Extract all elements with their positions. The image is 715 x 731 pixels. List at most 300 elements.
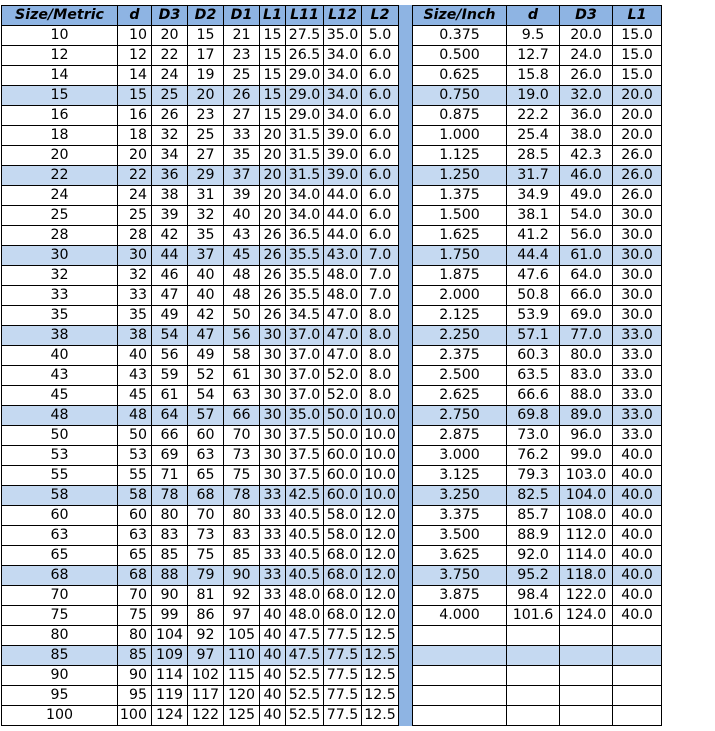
- table-cell: 44.0: [324, 206, 362, 226]
- table-cell: 15: [188, 26, 224, 46]
- table-row: [413, 266, 662, 286]
- table-cell: 52.0: [324, 366, 362, 386]
- table-cell: [413, 646, 507, 666]
- table-cell: 15: [260, 106, 286, 126]
- table-cell: 35.5: [286, 246, 324, 266]
- table-cell: 83.0: [560, 366, 613, 386]
- table-cell: 15: [260, 66, 286, 86]
- table-cell: 40: [260, 686, 286, 706]
- table-cell: 30: [2, 246, 118, 266]
- table-cell: 68: [118, 566, 152, 586]
- table-cell: 32: [2, 266, 118, 286]
- table-cell: 73: [188, 526, 224, 546]
- table-cell: 33.0: [613, 366, 662, 386]
- table-cell: 60.0: [324, 466, 362, 486]
- table-row: [2, 606, 399, 626]
- table-row: [2, 386, 399, 406]
- table-cell: 41.2: [507, 226, 560, 246]
- table-cell: 37.5: [286, 466, 324, 486]
- table-cell: 50.8: [507, 286, 560, 306]
- table-cell: 18: [118, 126, 152, 146]
- table-cell: 78: [152, 486, 188, 506]
- table-row: [413, 626, 662, 646]
- table-cell: 12.0: [362, 506, 399, 526]
- table-cell: 10.0: [362, 446, 399, 466]
- table-cell: 73: [224, 446, 260, 466]
- table-cell: 65: [188, 466, 224, 486]
- table-cell: 68.0: [324, 586, 362, 606]
- table-row: [2, 506, 399, 526]
- table-cell: 95: [2, 686, 118, 706]
- table-cell: [560, 706, 613, 726]
- table-cell: 20: [260, 206, 286, 226]
- table-row: [413, 46, 662, 66]
- table-row: [413, 126, 662, 146]
- table-cell: 24: [2, 186, 118, 206]
- table-cell: 77.5: [324, 646, 362, 666]
- table-cell: 20: [152, 26, 188, 46]
- table-row: [2, 246, 399, 266]
- table-cell: 20: [260, 166, 286, 186]
- table-cell: 15: [2, 86, 118, 106]
- table-cell: 122.0: [560, 586, 613, 606]
- table-cell: 68.0: [324, 546, 362, 566]
- table-cell: 58: [2, 486, 118, 506]
- table-cell: 83: [152, 526, 188, 546]
- table-cell: 76.2: [507, 446, 560, 466]
- table-cell: 24.0: [560, 46, 613, 66]
- table-cell: 20: [260, 126, 286, 146]
- table-cell: 35.5: [286, 286, 324, 306]
- table-row: [413, 206, 662, 226]
- table-cell: 75: [224, 466, 260, 486]
- table-cell: 35: [224, 146, 260, 166]
- table-cell: 66: [152, 426, 188, 446]
- table-cell: 115: [224, 666, 260, 686]
- table-cell: 36.5: [286, 226, 324, 246]
- table-cell: 35.0: [324, 26, 362, 46]
- header-size-metric: Size/Metric: [2, 6, 118, 26]
- table-cell: 90: [2, 666, 118, 686]
- table-cell: 36.0: [560, 106, 613, 126]
- table-cell: 1.500: [413, 206, 507, 226]
- table-cell: 4.000: [413, 606, 507, 626]
- table-cell: 70: [118, 586, 152, 606]
- table-cell: 79: [188, 566, 224, 586]
- table-cell: 117: [188, 686, 224, 706]
- table-cell: 21: [224, 26, 260, 46]
- table-cell: 22: [118, 166, 152, 186]
- table-cell: 6.0: [362, 106, 399, 126]
- table-cell: 61.0: [560, 246, 613, 266]
- table-cell: 37.0: [286, 386, 324, 406]
- table-cell: 27: [224, 106, 260, 126]
- table-cell: 54: [152, 326, 188, 346]
- table-cell: 63: [224, 386, 260, 406]
- table-cell: 39: [152, 206, 188, 226]
- table-cell: 110: [224, 646, 260, 666]
- table-cell: 68.0: [324, 566, 362, 586]
- table-cell: 52.5: [286, 706, 324, 726]
- metric-table-body: [2, 26, 399, 726]
- table-cell: 35.5: [286, 266, 324, 286]
- table-cell: 33: [224, 126, 260, 146]
- table-cell: 40.0: [613, 586, 662, 606]
- header-d2: D2: [188, 6, 224, 26]
- table-cell: 3.500: [413, 526, 507, 546]
- table-cell: 36: [152, 166, 188, 186]
- table-cell: 22.2: [507, 106, 560, 126]
- table-cell: [413, 626, 507, 646]
- table-cell: 33: [260, 586, 286, 606]
- table-cell: 38: [118, 326, 152, 346]
- table-row: [2, 306, 399, 326]
- table-row: [2, 186, 399, 206]
- table-cell: 40: [188, 266, 224, 286]
- table-cell: 48.0: [286, 606, 324, 626]
- table-cell: 40.0: [613, 566, 662, 586]
- table-cell: 31.5: [286, 126, 324, 146]
- table-cell: 22: [2, 166, 118, 186]
- table-cell: 52.5: [286, 666, 324, 686]
- table-cell: 43: [2, 366, 118, 386]
- table-cell: 60: [118, 506, 152, 526]
- table-cell: 15: [260, 46, 286, 66]
- table-cell: 68: [2, 566, 118, 586]
- table-cell: 57.1: [507, 326, 560, 346]
- table-cell: 37.0: [286, 346, 324, 366]
- table-cell: 6.0: [362, 46, 399, 66]
- table-cell: [613, 646, 662, 666]
- table-row: [413, 226, 662, 246]
- table-cell: 37.5: [286, 426, 324, 446]
- table-cell: 34.0: [324, 86, 362, 106]
- table-row: [2, 366, 399, 386]
- table-cell: 33.0: [613, 386, 662, 406]
- header-inch-d3: D3: [560, 6, 613, 26]
- table-cell: 65: [2, 546, 118, 566]
- table-cell: 2.500: [413, 366, 507, 386]
- table-cell: 33: [260, 526, 286, 546]
- table-cell: 47.5: [286, 626, 324, 646]
- table-cell: 80: [224, 506, 260, 526]
- metric-size-table: [1, 5, 399, 726]
- table-cell: 96.0: [560, 426, 613, 446]
- table-cell: 2.875: [413, 426, 507, 446]
- table-cell: 60.0: [324, 446, 362, 466]
- table-cell: 28: [2, 226, 118, 246]
- table-cell: 25.4: [507, 126, 560, 146]
- table-cell: 58.0: [324, 506, 362, 526]
- table-cell: 42.3: [560, 146, 613, 166]
- table-row: [2, 226, 399, 246]
- table-cell: 26.0: [560, 66, 613, 86]
- table-cell: 28: [118, 226, 152, 246]
- table-cell: 25: [118, 206, 152, 226]
- table-cell: 24: [118, 186, 152, 206]
- table-cell: 52: [188, 366, 224, 386]
- table-cell: 33.0: [613, 346, 662, 366]
- table-cell: 63: [188, 446, 224, 466]
- table-cell: 16: [118, 106, 152, 126]
- table-row: [2, 526, 399, 546]
- table-cell: 1.250: [413, 166, 507, 186]
- table-cell: 69.8: [507, 406, 560, 426]
- table-cell: 102: [188, 666, 224, 686]
- table-cell: 95.2: [507, 566, 560, 586]
- table-cell: 49.0: [560, 186, 613, 206]
- table-cell: 55: [118, 466, 152, 486]
- table-row: [2, 586, 399, 606]
- table-cell: 35.0: [286, 406, 324, 426]
- table-row: [413, 166, 662, 186]
- table-cell: 83: [224, 526, 260, 546]
- table-cell: 99.0: [560, 446, 613, 466]
- table-cell: 49: [188, 346, 224, 366]
- table-cell: 32: [118, 266, 152, 286]
- table-cell: 19: [188, 66, 224, 86]
- table-cell: 37.5: [286, 446, 324, 466]
- table-row: [2, 326, 399, 346]
- table-cell: 54.0: [560, 206, 613, 226]
- table-cell: 0.625: [413, 66, 507, 86]
- table-cell: 0.875: [413, 106, 507, 126]
- table-cell: 60: [2, 506, 118, 526]
- table-cell: 12.5: [362, 686, 399, 706]
- table-cell: 92: [224, 586, 260, 606]
- table-cell: 80.0: [560, 346, 613, 366]
- table-cell: [560, 686, 613, 706]
- table-cell: 14: [2, 66, 118, 86]
- table-cell: 6.0: [362, 146, 399, 166]
- table-cell: 20.0: [613, 126, 662, 146]
- table-cell: 40: [224, 206, 260, 226]
- table-cell: 40.5: [286, 546, 324, 566]
- table-cell: 31: [188, 186, 224, 206]
- header-l12: L12: [324, 6, 362, 26]
- table-cell: 6.0: [362, 206, 399, 226]
- table-cell: 63.5: [507, 366, 560, 386]
- table-cell: 40.5: [286, 526, 324, 546]
- table-cell: 46.0: [560, 166, 613, 186]
- table-row: [413, 86, 662, 106]
- table-row: [2, 346, 399, 366]
- table-cell: 30.0: [613, 306, 662, 326]
- table-cell: 33: [260, 506, 286, 526]
- table-cell: [560, 626, 613, 646]
- table-cell: 8.0: [362, 346, 399, 366]
- table-cell: 75: [2, 606, 118, 626]
- table-cell: 30: [260, 366, 286, 386]
- table-cell: 97: [188, 646, 224, 666]
- table-row: [413, 406, 662, 426]
- table-cell: 10.0: [362, 466, 399, 486]
- table-cell: 37.0: [286, 326, 324, 346]
- table-cell: 47: [188, 326, 224, 346]
- table-row: [2, 406, 399, 426]
- table-cell: 77.5: [324, 686, 362, 706]
- header-l11: L11: [286, 6, 324, 26]
- table-row: [2, 686, 399, 706]
- table-cell: 26: [152, 106, 188, 126]
- table-cell: 44.0: [324, 226, 362, 246]
- table-cell: [613, 686, 662, 706]
- table-row: [413, 326, 662, 346]
- table-cell: 65: [118, 546, 152, 566]
- table-cell: 26.5: [286, 46, 324, 66]
- table-cell: 20: [260, 186, 286, 206]
- table-cell: 30.0: [613, 266, 662, 286]
- table-cell: 32: [188, 206, 224, 226]
- table-row: [413, 466, 662, 486]
- table-cell: 20.0: [613, 106, 662, 126]
- table-cell: 32.0: [560, 86, 613, 106]
- table-cell: 17: [188, 46, 224, 66]
- table-cell: [613, 626, 662, 646]
- table-cell: 12.0: [362, 526, 399, 546]
- table-row: [413, 566, 662, 586]
- table-cell: 64.0: [560, 266, 613, 286]
- table-cell: 88.9: [507, 526, 560, 546]
- table-cell: 7.0: [362, 286, 399, 306]
- table-cell: 34.0: [286, 206, 324, 226]
- table-cell: 25: [2, 206, 118, 226]
- table-cell: 15.0: [613, 26, 662, 46]
- table-cell: 30.0: [613, 226, 662, 246]
- table-cell: 60: [188, 426, 224, 446]
- table-row: [2, 646, 399, 666]
- table-cell: 10: [2, 26, 118, 46]
- table-cell: [507, 706, 560, 726]
- table-cell: 71: [152, 466, 188, 486]
- table-cell: 63: [2, 526, 118, 546]
- table-cell: 33: [260, 486, 286, 506]
- table-cell: 60.3: [507, 346, 560, 366]
- table-row: [2, 86, 399, 106]
- table-cell: 45: [118, 386, 152, 406]
- table-cell: 1.625: [413, 226, 507, 246]
- table-cell: 30.0: [613, 286, 662, 306]
- table-cell: 122: [188, 706, 224, 726]
- table-cell: 40.0: [613, 486, 662, 506]
- table-cell: 99: [152, 606, 188, 626]
- table-cell: 61: [152, 386, 188, 406]
- table-cell: 90: [224, 566, 260, 586]
- table-row: [413, 146, 662, 166]
- table-cell: 61: [224, 366, 260, 386]
- table-cell: 40: [260, 606, 286, 626]
- table-cell: 2.750: [413, 406, 507, 426]
- table-row: [413, 486, 662, 506]
- table-cell: 37: [224, 166, 260, 186]
- table-cell: 1.750: [413, 246, 507, 266]
- table-cell: 55: [2, 466, 118, 486]
- table-cell: 15: [260, 86, 286, 106]
- table-cell: 10.0: [362, 486, 399, 506]
- table-cell: 23: [188, 106, 224, 126]
- table-cell: 6.0: [362, 86, 399, 106]
- table-row: [2, 146, 399, 166]
- table-cell: 3.125: [413, 466, 507, 486]
- tables-container: [1, 5, 662, 726]
- table-row: [2, 706, 399, 726]
- table-cell: [413, 686, 507, 706]
- table-cell: 39.0: [324, 166, 362, 186]
- table-row: [2, 206, 399, 226]
- table-cell: 88.0: [560, 386, 613, 406]
- table-cell: 15.0: [613, 46, 662, 66]
- table-cell: 80: [152, 506, 188, 526]
- table-cell: 47.0: [324, 326, 362, 346]
- table-cell: 48: [2, 406, 118, 426]
- table-row: [2, 126, 399, 146]
- table-cell: [507, 646, 560, 666]
- table-cell: 25: [224, 66, 260, 86]
- table-cell: 43.0: [324, 246, 362, 266]
- table-cell: 12.0: [362, 566, 399, 586]
- table-row: [2, 666, 399, 686]
- table-cell: 40.5: [286, 506, 324, 526]
- table-cell: 31.5: [286, 166, 324, 186]
- table-cell: [560, 666, 613, 686]
- table-cell: [613, 706, 662, 726]
- table-cell: 92: [188, 626, 224, 646]
- table-cell: 34.9: [507, 186, 560, 206]
- table-cell: 8.0: [362, 306, 399, 326]
- table-cell: 33.0: [613, 326, 662, 346]
- table-cell: 45: [2, 386, 118, 406]
- table-cell: 35: [118, 306, 152, 326]
- header-l2: L2: [362, 6, 399, 26]
- table-cell: 15.0: [613, 66, 662, 86]
- table-cell: 50.0: [324, 426, 362, 446]
- table-cell: 3.000: [413, 446, 507, 466]
- table-cell: 29.0: [286, 86, 324, 106]
- table-cell: 89.0: [560, 406, 613, 426]
- metric-header-row: [2, 6, 399, 26]
- table-row: [2, 66, 399, 86]
- table-cell: 32: [152, 126, 188, 146]
- table-cell: 26: [260, 246, 286, 266]
- table-row: [2, 166, 399, 186]
- table-cell: 49: [152, 306, 188, 326]
- table-cell: 70: [188, 506, 224, 526]
- table-cell: 20.0: [560, 26, 613, 46]
- table-cell: 69: [152, 446, 188, 466]
- table-cell: 108.0: [560, 506, 613, 526]
- table-cell: 70: [2, 586, 118, 606]
- table-cell: 47.6: [507, 266, 560, 286]
- table-row: [413, 506, 662, 526]
- table-cell: 40: [118, 346, 152, 366]
- table-cell: 48.0: [286, 586, 324, 606]
- table-cell: 66.6: [507, 386, 560, 406]
- table-cell: 6.0: [362, 226, 399, 246]
- table-row: [413, 606, 662, 626]
- table-cell: 33: [2, 286, 118, 306]
- table-cell: 125: [224, 706, 260, 726]
- table-cell: 47.0: [324, 306, 362, 326]
- table-cell: 58: [224, 346, 260, 366]
- table-separator: [399, 5, 412, 726]
- table-cell: 31.5: [286, 146, 324, 166]
- table-cell: 12.5: [362, 666, 399, 686]
- table-cell: 64: [152, 406, 188, 426]
- table-cell: 15: [118, 86, 152, 106]
- table-row: [413, 366, 662, 386]
- table-row: [413, 186, 662, 206]
- table-cell: 105: [224, 626, 260, 646]
